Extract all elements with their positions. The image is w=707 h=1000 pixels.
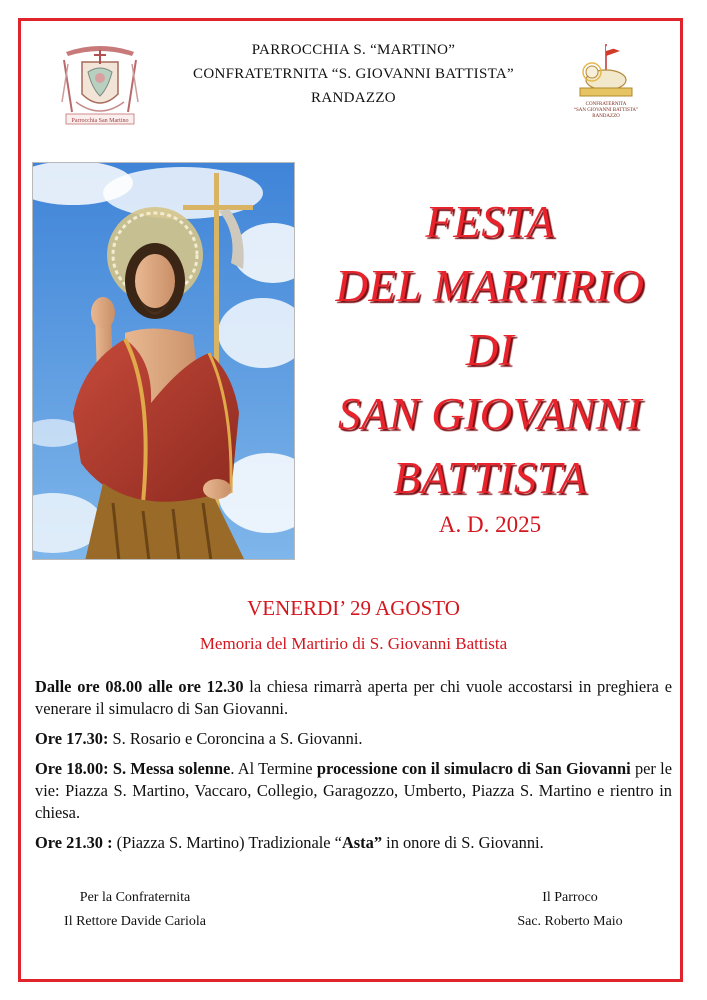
title-line-3: DI <box>465 325 515 375</box>
signature-left-role: Per la Confraternita <box>79 890 191 905</box>
lamb-logo-caption-1: CONFRATERNITA <box>585 102 627 107</box>
program-time: Ore 21.30 : <box>35 833 113 852</box>
program-text: S. Rosario e Coroncina a S. Giovanni. <box>108 729 363 748</box>
memoria-subtitle: Memoria del Martirio di S. Giovanni Battista <box>199 634 508 653</box>
year-label: A. D. 2025 <box>438 512 542 537</box>
signature-confraternity <box>40 886 230 934</box>
program-highlight: Asta” <box>341 833 383 852</box>
program-item <box>35 728 672 750</box>
program-text: la chiesa rimarrà aperta per chi vuole accostarsi in preghiera e venerare il simulacro di San Giovanni. <box>35 677 672 718</box>
program-item <box>35 758 672 824</box>
program-text: (Piazza S. Martino) Tradizionale “ <box>112 833 342 852</box>
signature-parish-priest <box>480 886 660 934</box>
title-line-2: DEL MARTIRIO <box>335 261 645 311</box>
title-line-4: SAN GIOVANNI <box>338 389 642 439</box>
saint-john-statue-photo <box>32 162 295 560</box>
title-line-5: BATTISTA <box>392 453 588 503</box>
program-highlight: processione con il simulacro di San Giovanni <box>316 759 631 778</box>
signature-right-role: Il Parroco <box>542 890 598 905</box>
header-confraternity: CONFRATETRNITA “S. GIOVANNI BATTISTA” <box>193 66 514 82</box>
signature-right-name: Sac. Roberto Maio <box>517 914 623 929</box>
festival-title <box>300 190 680 510</box>
header-parish: PARROCCHIA S. “MARTINO” <box>251 42 456 58</box>
program-item <box>35 832 672 854</box>
parish-logo-caption: Parrocchia San Martino <box>71 118 129 124</box>
header-town: RANDAZZO <box>311 90 396 106</box>
signature-left-name: Il Rettore Davide Cariola <box>64 914 206 929</box>
program-text: . Al Termine <box>230 759 317 778</box>
title-line-1: FESTA <box>425 197 555 247</box>
program-time: Dalle ore 08.00 alle ore 12.30 <box>35 677 244 696</box>
event-date: VENERDI’ 29 AGOSTO <box>247 596 460 620</box>
confraternity-lamb-logo <box>570 42 642 120</box>
lamb-logo-caption-2: “SAN GIOVANNI BATTISTA” <box>573 108 639 113</box>
lamb-logo-caption-3: RANDAZZO <box>592 114 620 119</box>
program-item <box>35 676 672 720</box>
program-text: per le vie: Piazza S. Martino, Vaccaro, Collegio, Garagozzo, Umberto, Piazza S. Martino e rientro in chiesa. <box>35 759 673 822</box>
program <box>35 676 672 862</box>
program-time: Ore 17.30: <box>35 729 109 748</box>
program-text: in onore di S. Giovanni. <box>382 833 544 852</box>
program-time: Ore 18.00: S. Messa solenne <box>35 759 231 778</box>
